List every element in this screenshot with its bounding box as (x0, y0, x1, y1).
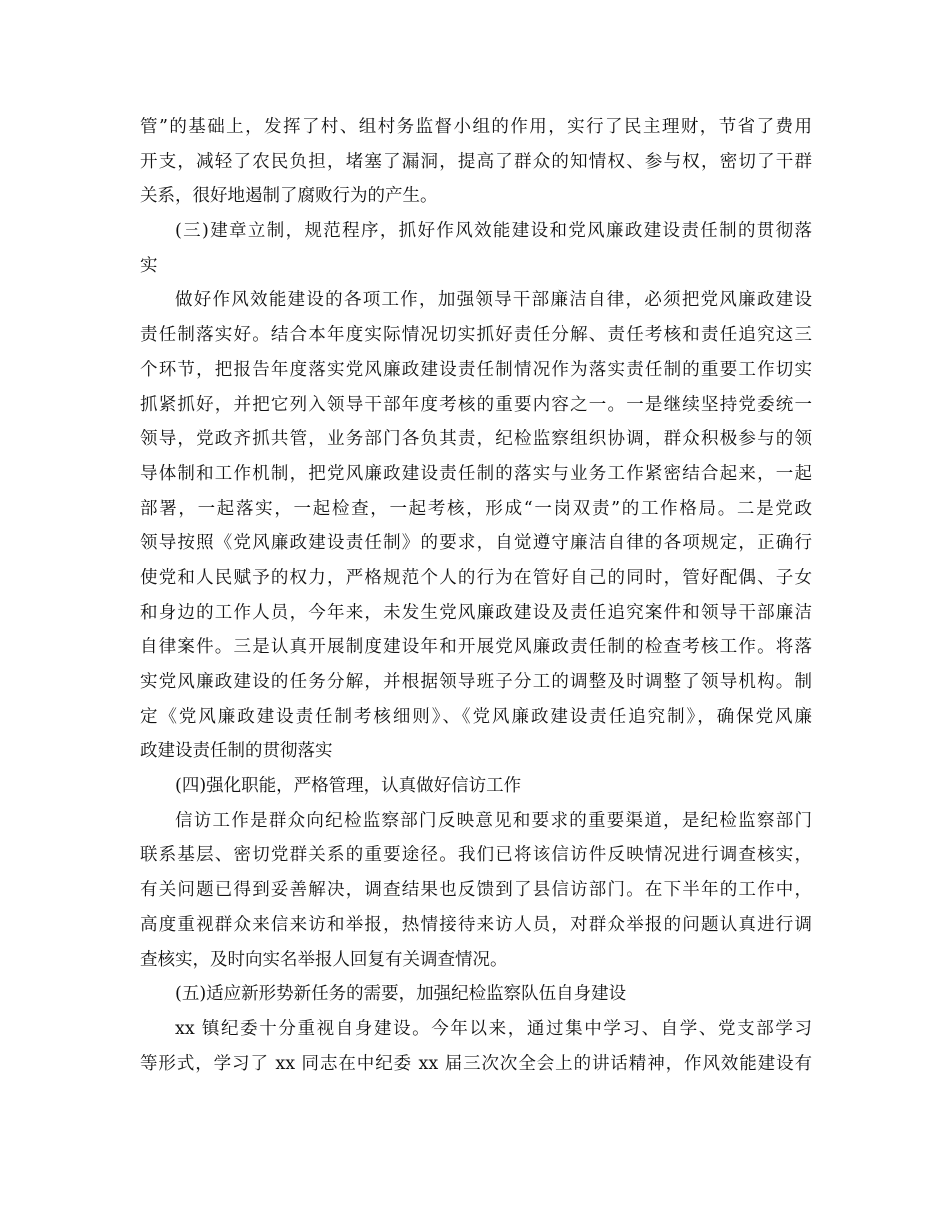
text-line: xx 镇纪委十分重视自身建设。今年以来，通过集中学习、自学、党支部学习 (175, 1018, 812, 1039)
text-line: 使党和人民赋予的权力，严格规范个人的行为在管好自己的同时，管好配偶、子女 (140, 567, 812, 588)
text-line: 政建设责任制的贯彻落实 (140, 741, 333, 762)
text-line: 部署，一起落实，一起检查，一起考核，形成“一岗双责”的工作格局。二是党政 (140, 498, 812, 519)
text-line: 抓紧抓好，并把它列入领导干部年度考核的重要内容之一。一是继续坚持党委统一 (140, 394, 812, 415)
text-line: 查核实，及时向实名举报人回复有关调查情况。 (140, 949, 508, 970)
text-line: 联系基层、密切党群关系的重要途径。我们已将该信访件反映情况进行调查核实， (140, 845, 812, 866)
text-line: 和身边的工作人员，今年来，未发生党风廉政建设及责任追究案件和领导干部廉洁 (140, 602, 812, 623)
text-line: (三)建章立制，规范程序，抓好作风效能建设和党风廉政建设责任制的贯彻落 (175, 221, 812, 242)
text-line: 做好作风效能建设的各项工作，加强领导干部廉洁自律，必须把党风廉政建设 (175, 290, 812, 311)
text-line: 定《党风廉政建设责任制考核细则》、《党风廉政建设责任追究制》，确保党风廉 (140, 706, 812, 727)
text-line: 自律案件。三是认真开展制度建设年和开展党风廉政责任制的检查考核工作。将落 (140, 637, 812, 658)
document-page (140, 110, 812, 1081)
text-line: 关系，很好地遏制了腐败行为的产生。 (140, 186, 438, 207)
text-line: 领导，党政齐抓共管，业务部门各负其责，纪检监察组织协调，群众积极参与的领 (140, 429, 812, 450)
text-line: 信访工作是群众向纪检监察部门反映意见和要求的重要渠道，是纪检监察部门 (175, 810, 812, 831)
text-line: 个环节，把报告年度落实党风廉政建设责任制情况作为落实责任制的重要工作切实 (140, 359, 812, 380)
text-line: 有关问题已得到妥善解决，调查结果也反馈到了县信访部门。在下半年的工作中， (140, 880, 812, 901)
text-line: 等形式，学习了 xx 同志在中纪委 xx 届三次次全会上的讲话精神，作风效能建设有 (140, 1053, 812, 1074)
text-line: (五)适应新形势新任务的需要，加强纪检监察队伍自身建设 (175, 984, 627, 1005)
text-line: 责任制落实好。结合本年度实际情况切实抓好责任分解、责任考核和责任追究这三 (140, 325, 812, 346)
text-line: 导体制和工作机制，把党风廉政建设责任制的落实与业务工作紧密结合起来，一起 (140, 463, 812, 484)
text-line: (四)强化职能，严格管理，认真做好信访工作 (175, 776, 522, 797)
text-line: 实 (140, 255, 158, 276)
text-line: 管”的基础上，发挥了村、组村务监督小组的作用，实行了民主理财，节省了费用 (140, 117, 812, 137)
text-line: 高度重视群众来信来访和举报，热情接待来访人员，对群众举报的问题认真进行调 (140, 914, 812, 935)
text-line: 领导按照《党风廉政建设责任制》的要求，自觉遵守廉洁自律的各项规定，正确行 (140, 533, 812, 554)
text-line: 实党风廉政建设的任务分解，并根据领导班子分工的调整及时调整了领导机构。制 (140, 672, 812, 692)
text-line: 开支，减轻了农民负担，堵塞了漏洞，提高了群众的知情权、参与权，密切了干群 (140, 151, 812, 172)
